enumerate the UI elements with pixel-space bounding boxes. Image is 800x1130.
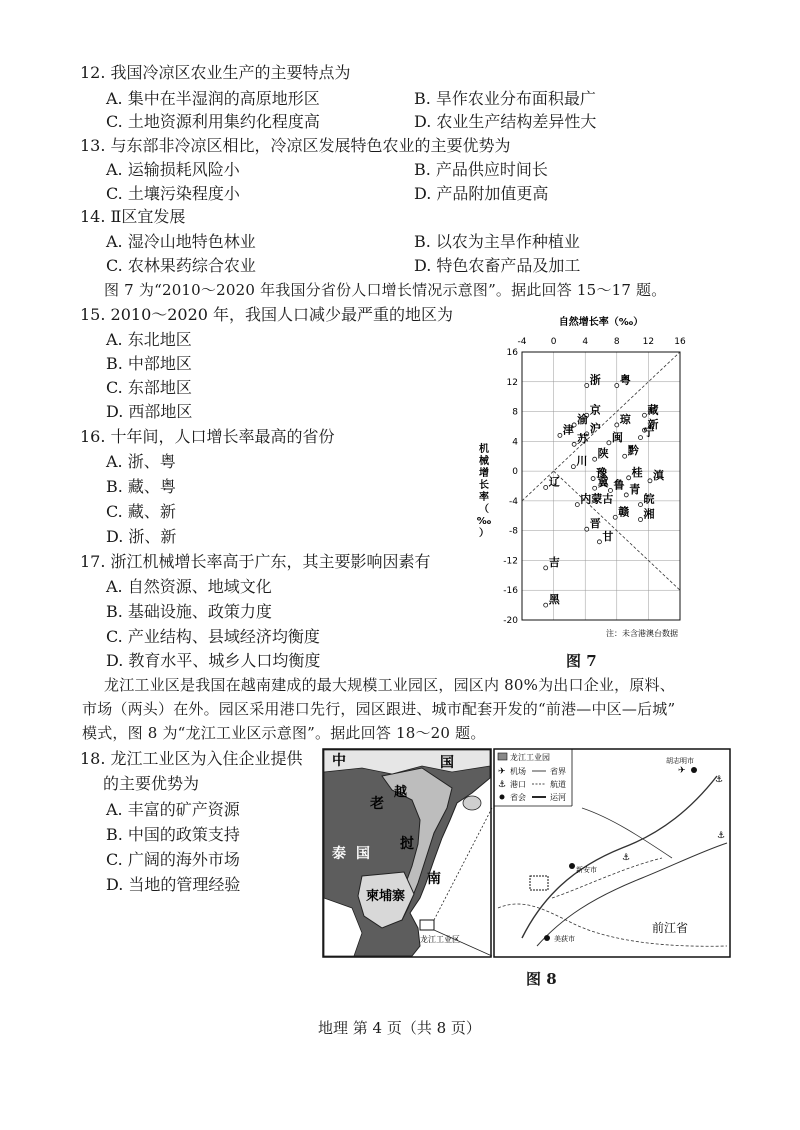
point-label: 浙 (589, 373, 601, 387)
map-label-laos-2: 挝 (400, 836, 414, 852)
point-label: 青 (629, 482, 641, 496)
x-tick-label: 16 (674, 337, 686, 347)
point-label: 渝 (577, 412, 589, 426)
q15-option-a: A. 东北地区 (106, 330, 192, 349)
legend-airport-icon: ✈ (498, 767, 506, 777)
legend-airport: 机场 (510, 767, 526, 776)
chart-title: 自然增长率（‰） (558, 317, 644, 328)
y-axis-label-char: （ (479, 504, 489, 515)
q12-stem: 12. 我国冷凉区农业生产的主要特点为 (80, 63, 351, 82)
point-label: 川 (576, 454, 588, 468)
point-label: 宁 (643, 425, 655, 439)
port-icon-1: ⚓ (715, 775, 724, 785)
point-label: 内蒙古 (580, 492, 614, 506)
q18-option-d: D. 当地的管理经验 (106, 875, 241, 894)
data-point (624, 493, 628, 497)
point-label: 冀 (597, 476, 609, 490)
q14-option-b: B. 以农为主旱作种植业 (414, 232, 580, 251)
data-point (544, 603, 548, 607)
longjiang-industrial-zone-map (322, 748, 732, 960)
point-label: 沪 (589, 421, 601, 435)
q12-option-b: B. 旱作农业分布面积最广 (414, 89, 596, 108)
data-point (642, 413, 646, 417)
data-point (648, 479, 652, 483)
map-label-vietnam-2: 南 (427, 871, 441, 887)
y-tick-label: -12 (503, 556, 518, 567)
y-tick-label: 0 (512, 467, 518, 478)
y-axis-label-char: 率 (479, 492, 489, 503)
point-label: 粤 (619, 373, 631, 387)
data-point (613, 515, 617, 519)
point-label: 晋 (589, 517, 601, 531)
q13-option-a: A. 运输损耗风险小 (106, 160, 240, 179)
legend-capital-icon (500, 795, 505, 800)
point-label: 赣 (618, 505, 630, 519)
q14-option-a: A. 湿冷山地特色林业 (106, 232, 256, 251)
data-point (585, 527, 589, 531)
x-tick-label: 0 (550, 337, 557, 347)
city-tan-an: 新安市 (576, 866, 597, 874)
point-label: 津 (562, 423, 574, 437)
q15-stem: 15. 2010～2020 年，我国人口减少最严重的地区为 (80, 305, 454, 324)
map-label-china-2: 国 (440, 755, 454, 771)
city-ho-chi-minh: 胡志明市 (666, 757, 694, 765)
map-label-thailand-1: 泰 (332, 846, 346, 862)
legend-port-icon: ⚓ (498, 780, 507, 790)
map-province-label: 前江省 (652, 921, 689, 935)
q18-stem-line2: 的主要优势为 (103, 774, 200, 793)
port-icon-3: ⚓ (622, 853, 631, 863)
data-point (593, 486, 597, 490)
legend-provincial-capital: 省会 (510, 793, 526, 802)
q13-option-d: D. 产品附加值更高 (414, 184, 549, 203)
airport-icon: ✈ (678, 766, 686, 776)
q16-option-c: C. 藏、新 (106, 502, 176, 521)
x-tick-label: -4 (517, 337, 527, 347)
point-label: 新 (647, 418, 659, 432)
legend-port: 港口 (510, 780, 526, 789)
point-label: 京 (589, 403, 601, 417)
figure7-label: 图 7 (566, 652, 597, 670)
intro-figure8-line1: 龙江工业区是我国在越南建成的最大规模工业园区，园区内 80%为出口企业，原料、 (104, 676, 675, 694)
x-tick-label: 12 (642, 337, 655, 347)
y-axis-label-char: ‰ (476, 516, 492, 527)
point-label: 豫 (596, 466, 608, 480)
point-label: 甘 (602, 529, 614, 543)
point-label: 黑 (548, 593, 560, 607)
point-label: 琼 (619, 412, 631, 426)
q15-option-d: D. 西部地区 (106, 402, 193, 421)
y-tick-label: -8 (509, 526, 518, 537)
map-label-vietnam-1: 越 (394, 785, 408, 800)
y-tick-label: 8 (512, 407, 518, 418)
map-site-label: 龙江工业区 (420, 935, 460, 944)
map-label-cambodia: 柬埔寨 (366, 889, 406, 904)
q18-option-b: B. 中国的政策支持 (106, 825, 240, 844)
data-point (639, 518, 643, 522)
data-point (558, 433, 562, 437)
data-point (615, 384, 619, 388)
q16-stem: 16. 十年间，人口增长率最高的省份 (80, 427, 335, 446)
legend-canal: 运河 (550, 793, 566, 802)
figure8-label: 图 8 (526, 970, 557, 988)
point-label: 桂 (631, 465, 643, 479)
q17-option-a: A. 自然资源、地域文化 (106, 577, 272, 596)
data-point (627, 476, 631, 480)
map-label-thailand-2: 国 (356, 846, 370, 862)
y-axis-label-char: 长 (479, 480, 489, 491)
y-axis-label-char: 械 (479, 456, 489, 467)
point-label: 陕 (597, 447, 609, 461)
legend-province-border: 省界 (550, 767, 566, 776)
q15-option-c: C. 东部地区 (106, 378, 192, 397)
data-point (593, 457, 597, 461)
data-point (571, 465, 575, 469)
q14-option-d: D. 特色农畜产品及加工 (414, 256, 581, 275)
q18-option-a: A. 丰富的矿产资源 (106, 800, 240, 819)
city-my-tho: 美荻市 (554, 935, 575, 943)
data-point (639, 503, 643, 507)
point-label: 湘 (643, 507, 655, 521)
y-axis-label-char: 增 (479, 468, 489, 479)
q18-option-c: C. 广阔的海外市场 (106, 850, 240, 869)
legend-channel: 航道 (550, 780, 566, 789)
population-growth-chart (470, 312, 700, 642)
q12-option-a: A. 集中在半湿润的高原地形区 (106, 89, 320, 108)
x-tick-label: 4 (582, 337, 589, 347)
q14-stem: 14. Ⅱ区宜发展 (80, 207, 186, 226)
data-point (591, 477, 595, 481)
q17-option-c: C. 产业结构、县域经济均衡度 (106, 627, 320, 646)
q13-option-c: C. 土壤污染程度小 (106, 184, 240, 203)
intro-figure7: 图 7 为“2010～2020 年我国分省份人口增长情况示意图”。据此回答 15～17 题。 (104, 281, 667, 299)
q16-option-a: A. 浙、粤 (106, 452, 176, 471)
q18-stem-line1: 18. 龙江工业区为入住企业提供 (80, 749, 303, 768)
point-label: 鲁 (613, 478, 625, 492)
q12-option-d: D. 农业生产结构差异性大 (414, 112, 597, 131)
q16-option-d: D. 浙、新 (106, 527, 177, 546)
y-tick-label: -16 (503, 586, 518, 597)
q14-option-c: C. 农林果药综合农业 (106, 256, 256, 275)
y-axis-label-char: ） (479, 528, 489, 539)
data-point (544, 485, 548, 489)
chart-note: 注：未含港澳台数据 (606, 629, 678, 638)
data-point (544, 566, 548, 570)
legend-title: 龙江工业园 (510, 753, 550, 762)
map-label-laos-1: 老 (370, 796, 384, 812)
page-footer: 地理 第 4 页（共 8 页） (318, 1019, 481, 1037)
port-icon-2: ⚓ (717, 831, 726, 841)
point-label: 闽 (611, 430, 623, 444)
y-tick-label: 4 (512, 437, 518, 448)
q13-option-b: B. 产品供应时间长 (414, 160, 548, 179)
intro-figure8-line3: 模式，图 8 为“龙江工业区示意图”。据此回答 18～20 题。 (82, 724, 486, 742)
point-label: 辽 (548, 475, 560, 489)
y-tick-label: 12 (506, 377, 518, 388)
q15-option-b: B. 中部地区 (106, 354, 192, 373)
q17-stem: 17. 浙江机械增长率高于广东，其主要影响因素有 (80, 552, 431, 571)
data-point (639, 436, 643, 440)
q16-option-b: B. 藏、粤 (106, 477, 176, 496)
map-label-china-1: 中 (332, 753, 346, 769)
point-label: 黔 (627, 444, 639, 458)
data-point (597, 540, 601, 544)
data-point (615, 423, 619, 427)
q13-stem: 13. 与东部非冷凉区相比，冷凉区发展特色农业的主要优势为 (80, 136, 511, 155)
point-label: 滇 (652, 468, 664, 482)
data-point (585, 384, 589, 388)
point-label: 苏 (577, 432, 589, 446)
x-tick-label: 8 (613, 337, 620, 347)
data-point (607, 441, 611, 445)
y-tick-label: -4 (509, 496, 518, 507)
y-tick-label: -20 (503, 616, 518, 626)
data-point (623, 454, 627, 458)
point-label: 吉 (548, 555, 560, 569)
point-label: 藏 (647, 403, 659, 417)
y-tick-label: 16 (506, 348, 518, 358)
q17-option-d: D. 教育水平、城乡人口均衡度 (106, 651, 321, 670)
point-label: 皖 (643, 492, 655, 506)
intro-figure8-line2: 市场（两头）在外。园区采用港口先行，园区跟进、城市配套开发的“前港—中区—后城” (82, 700, 676, 718)
data-point (575, 503, 579, 507)
data-point (572, 442, 576, 446)
q12-option-c: C. 土地资源利用集约化程度高 (106, 112, 320, 131)
y-axis-label-char: 机 (479, 444, 489, 455)
q17-option-b: B. 基础设施、政策力度 (106, 602, 272, 621)
